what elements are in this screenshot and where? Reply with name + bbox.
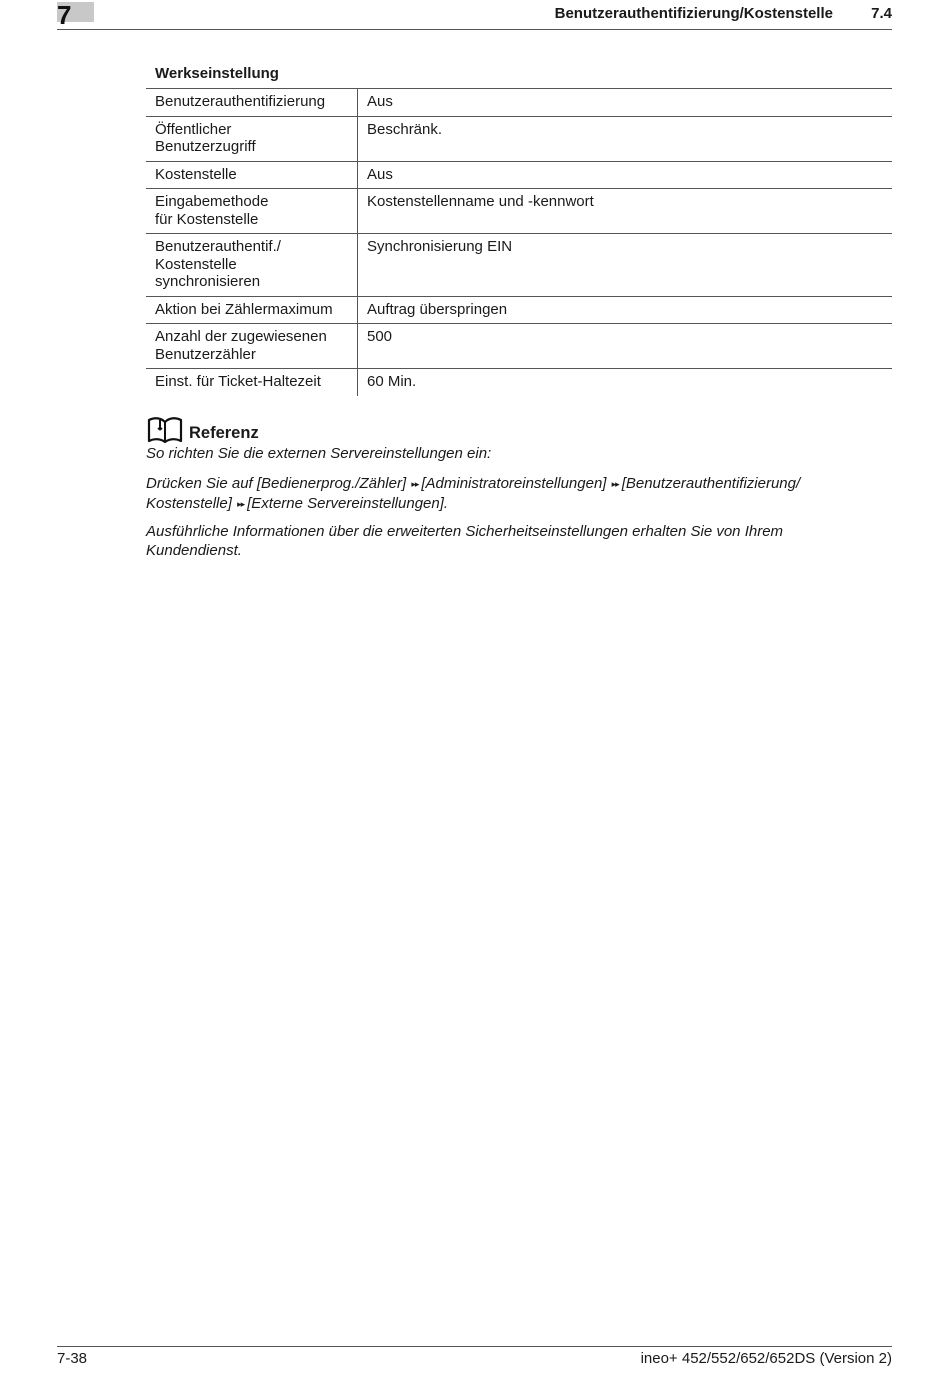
setting-value: 500 <box>358 324 893 369</box>
book-icon <box>147 416 183 444</box>
header-title: Benutzerauthentifizierung/Kostenstelle <box>554 5 833 22</box>
setting-name-line: Benutzerauthentif./ <box>155 238 281 255</box>
setting-name <box>146 116 358 161</box>
factory-settings-table <box>146 88 892 396</box>
setting-name <box>146 324 358 369</box>
reference-intro: So richten Sie die externen Servereinstellungen ein: <box>146 445 492 462</box>
setting-name-line: Kostenstelle <box>155 165 237 183</box>
page-number: 7-38 <box>57 1350 88 1367</box>
setting-name-line: Benutzerzugriff <box>155 138 256 155</box>
setting-name <box>146 189 358 234</box>
double-arrow-icon: ▸▸ <box>237 499 245 509</box>
setting-name-line: synchronisieren <box>155 273 261 290</box>
table-row <box>146 234 892 297</box>
setting-name-line: für Kostenstelle <box>155 210 259 228</box>
reference-menu-path <box>146 474 866 514</box>
setting-name-line: Kostenstelle <box>155 255 237 273</box>
setting-value: Beschränk. <box>358 116 893 161</box>
header-divider <box>57 29 892 30</box>
chapter-number: 7 <box>57 0 72 30</box>
path-step-3-cont: Kostenstelle] <box>146 495 232 512</box>
table-row <box>146 116 892 161</box>
table-row <box>146 189 892 234</box>
table-row <box>146 89 892 117</box>
setting-name-line: Benutzerauthentifizierung <box>155 93 326 110</box>
reference-note: Ausführliche Informationen über die erweiterten Sicherheitseinstellungen erhalten Sie von Ihrem Kundendienst. <box>146 523 784 559</box>
table-row <box>146 369 892 396</box>
setting-name-line: Anzahl der zugewiesenen <box>155 328 327 345</box>
footer-divider <box>57 1346 892 1347</box>
double-arrow-icon: ▸▸ <box>411 479 419 489</box>
product-model: ineo+ 452/552/652/652DS (Version 2) <box>640 1350 892 1367</box>
setting-value: 60 Min. <box>358 369 893 396</box>
setting-name <box>146 234 358 297</box>
setting-name-line: Eingabemethode <box>155 193 269 210</box>
path-step-2: [Administratoreinstellungen] <box>421 475 607 492</box>
table-row <box>146 161 892 189</box>
table-title: Werkseinstellung <box>155 65 279 82</box>
setting-name <box>146 369 358 396</box>
setting-name-line: Aktion bei Zählermaximum <box>155 300 333 318</box>
setting-name-line: Benutzerzähler <box>155 345 256 363</box>
setting-value: Auftrag überspringen <box>358 296 893 324</box>
header-section-number: 7.4 <box>871 5 892 22</box>
table-row <box>146 296 892 324</box>
table-row <box>146 324 892 369</box>
double-arrow-icon: ▸▸ <box>611 479 619 489</box>
setting-name-line: Einst. für Ticket-Haltezeit <box>155 373 321 390</box>
path-step-4: [Externe Servereinstellungen]. <box>247 495 449 512</box>
reference-title: Referenz <box>189 424 259 442</box>
setting-name <box>146 89 358 117</box>
setting-name <box>146 161 358 189</box>
setting-value: Synchronisierung EIN <box>358 234 893 297</box>
setting-name <box>146 296 358 324</box>
setting-name-line: Öffentlicher <box>155 120 232 138</box>
setting-value: Aus <box>358 89 893 117</box>
path-step-3: [Benutzerauthentifizierung/ <box>621 475 801 492</box>
setting-value: Kostenstellenname und -kennwort <box>358 189 893 234</box>
path-step-1: Drücken Sie auf [Bedienerprog./Zähler] <box>146 475 407 492</box>
setting-value: Aus <box>358 161 893 189</box>
